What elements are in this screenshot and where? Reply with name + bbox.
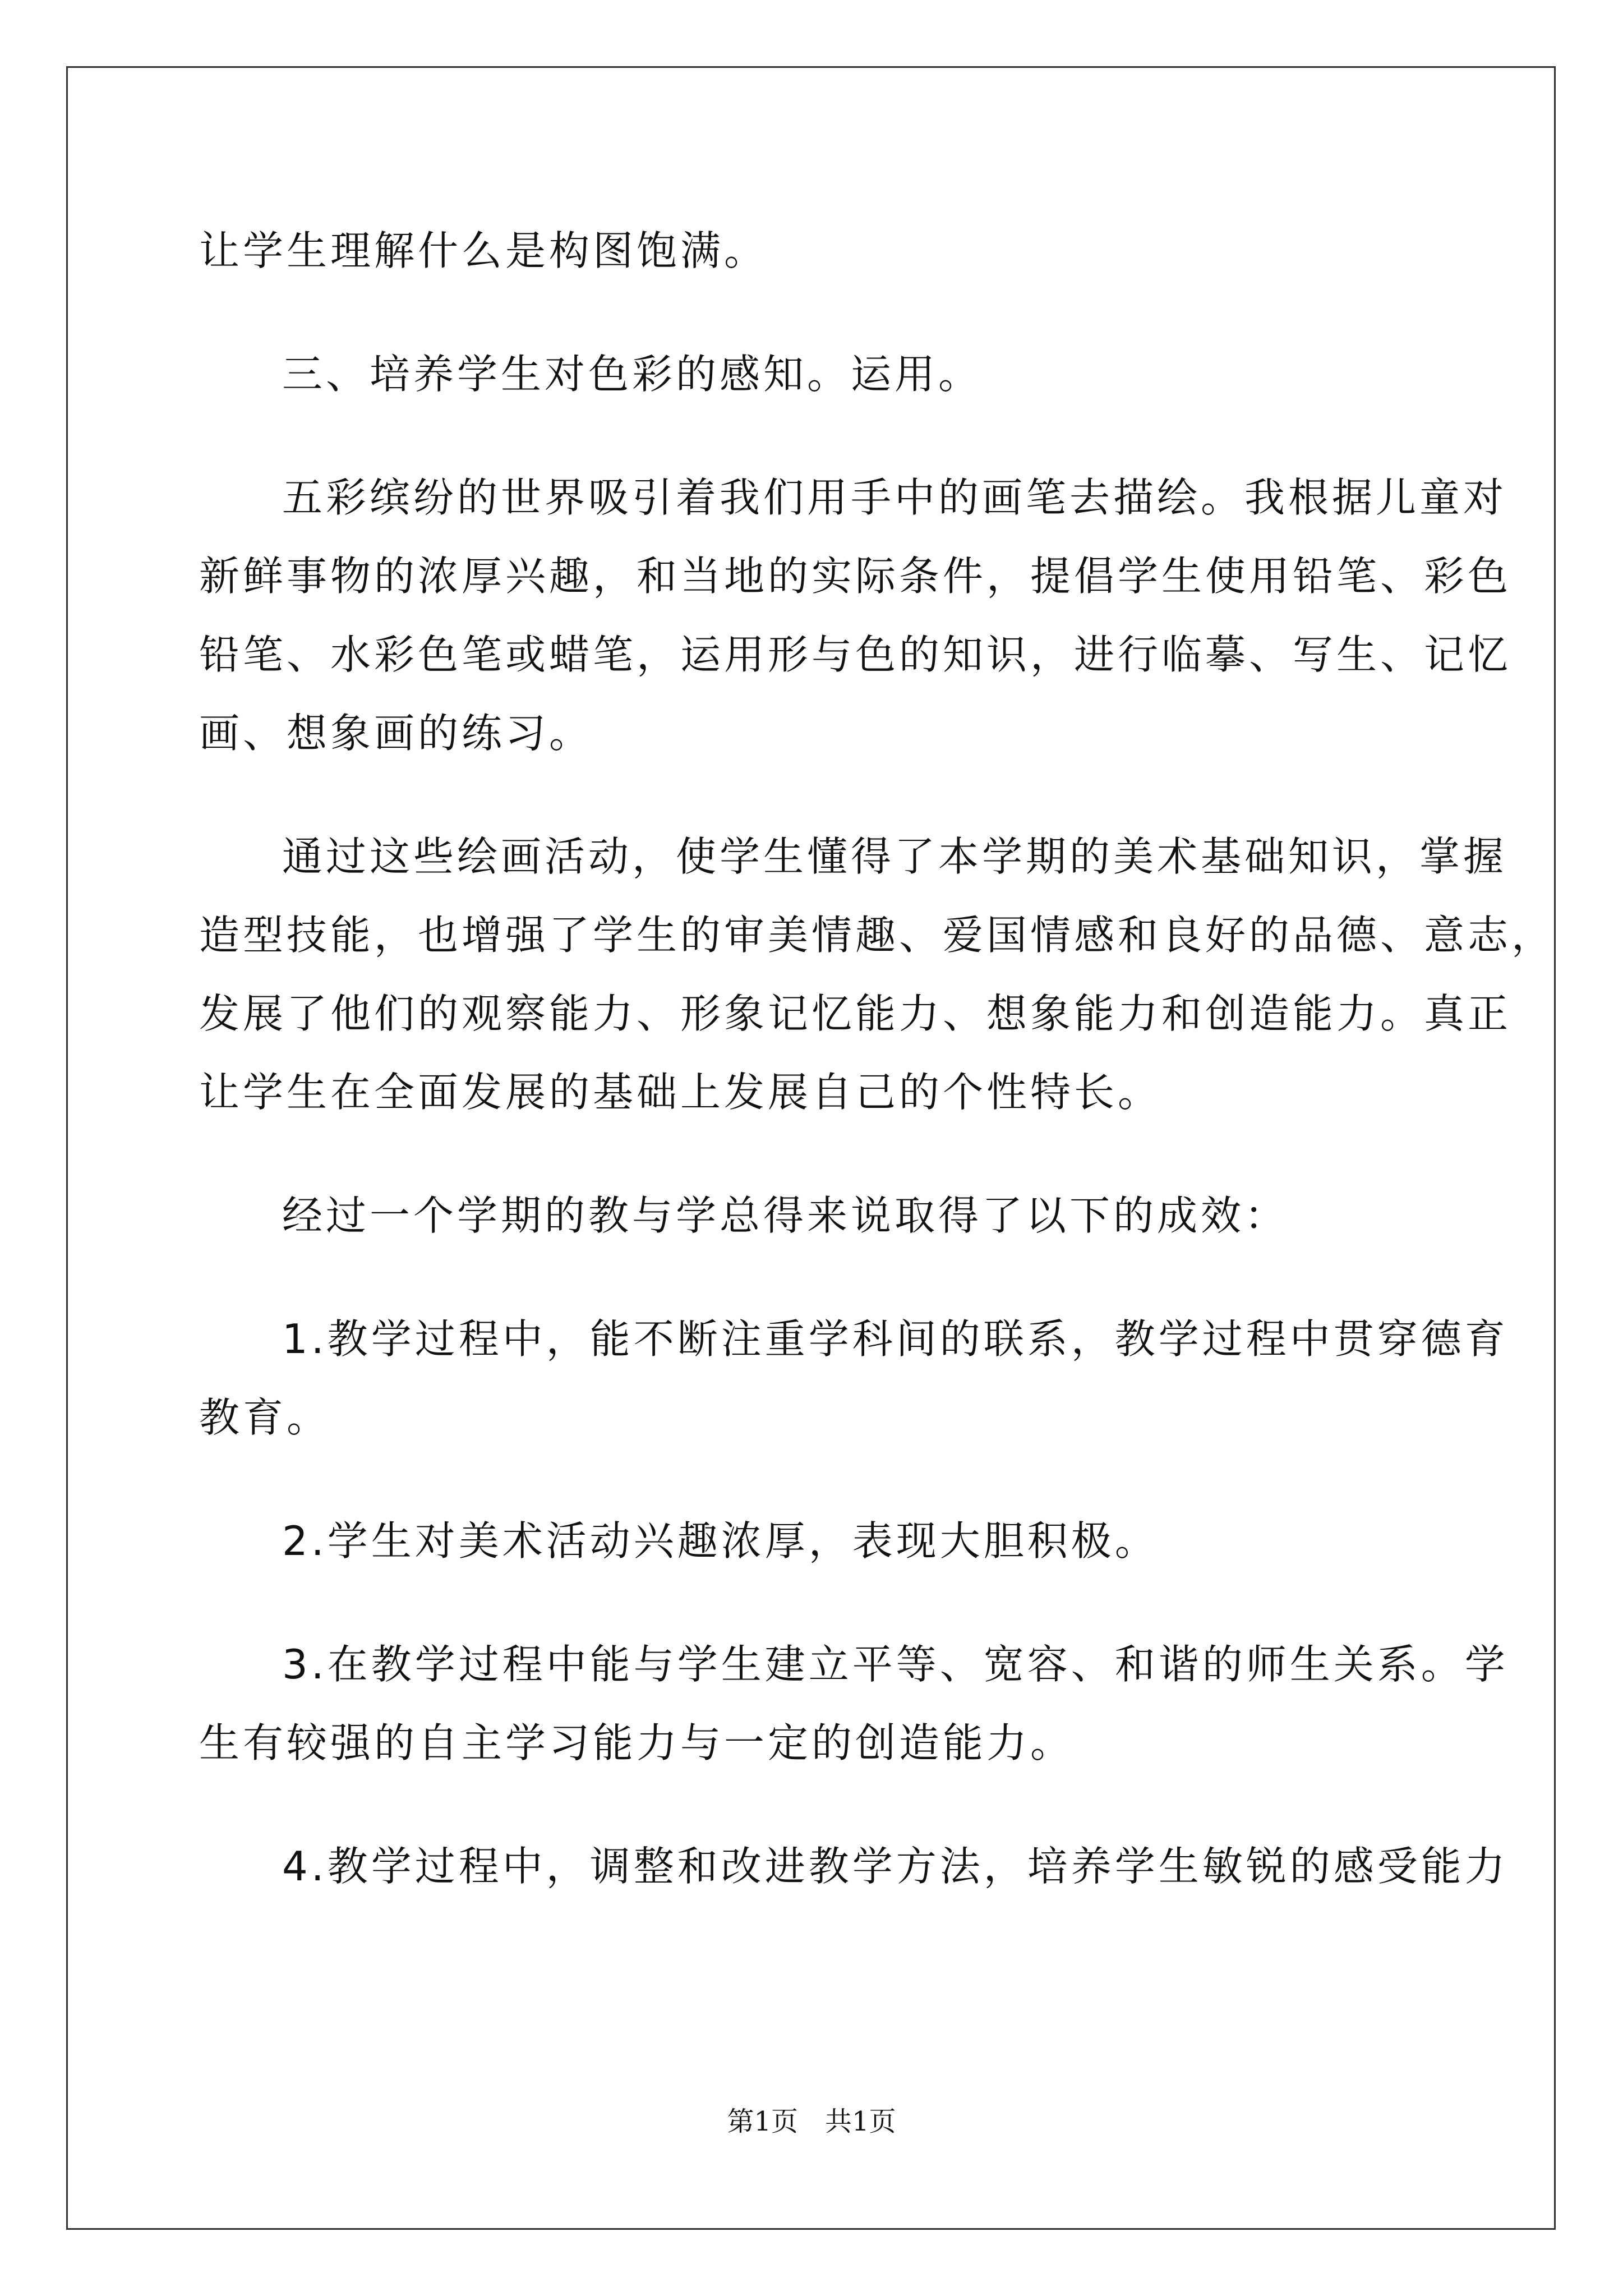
text-line: 让学生在全面发展的基础上发展自己的个性特长。: [199, 1069, 1162, 1116]
list-item: 2.学生对美术活动兴趣浓厚，表现大胆积极。: [282, 1517, 1159, 1565]
page-footer: 第1页 共1页: [727, 2106, 896, 2137]
text-line: 画、想象画的练习。: [199, 710, 593, 757]
text-line: 发展了他们的观察能力、形象记忆能力、想象能力和创造能力。真正: [199, 990, 1512, 1037]
text-line: 生有较强的自主学习能力与一定的创造能力。: [199, 1719, 1075, 1766]
list-item: 3.在教学过程中能与学生建立平等、宽容、和谐的师生关系。学: [282, 1641, 1509, 1688]
text-line: 造型技能，也增强了学生的审美情趣、爱国情感和良好的品德、意志，: [199, 912, 1556, 959]
text-line: 让学生理解什么是构图饱满。: [199, 227, 768, 274]
list-item: 1.教学过程中，能不断注重学科间的联系，教学过程中贯穿德育: [282, 1315, 1509, 1363]
text-line: 五彩缤纷的世界吸引着我们用手中的画笔去描绘。我根据儿童对: [282, 474, 1507, 521]
text-line: 教育。: [199, 1394, 331, 1441]
text-line: 铅笔、水彩色笔或蜡笔，运用形与色的知识，进行临摹、写生、记忆: [199, 631, 1512, 678]
text-line: 经过一个学期的教与学总得来说取得了以下的成效：: [282, 1192, 1289, 1239]
text-line: 通过这些绘画活动，使学生懂得了本学期的美术基础知识，掌握: [282, 833, 1507, 880]
text-line: 新鲜事物的浓厚兴趣，和当地的实际条件，提倡学生使用铅笔、彩色: [199, 553, 1512, 600]
list-item: 4.教学过程中，调整和改进教学方法，培养学生敏锐的感受能力: [282, 1843, 1509, 1890]
section-heading: 三、培养学生对色彩的感知。运用。: [282, 351, 983, 398]
